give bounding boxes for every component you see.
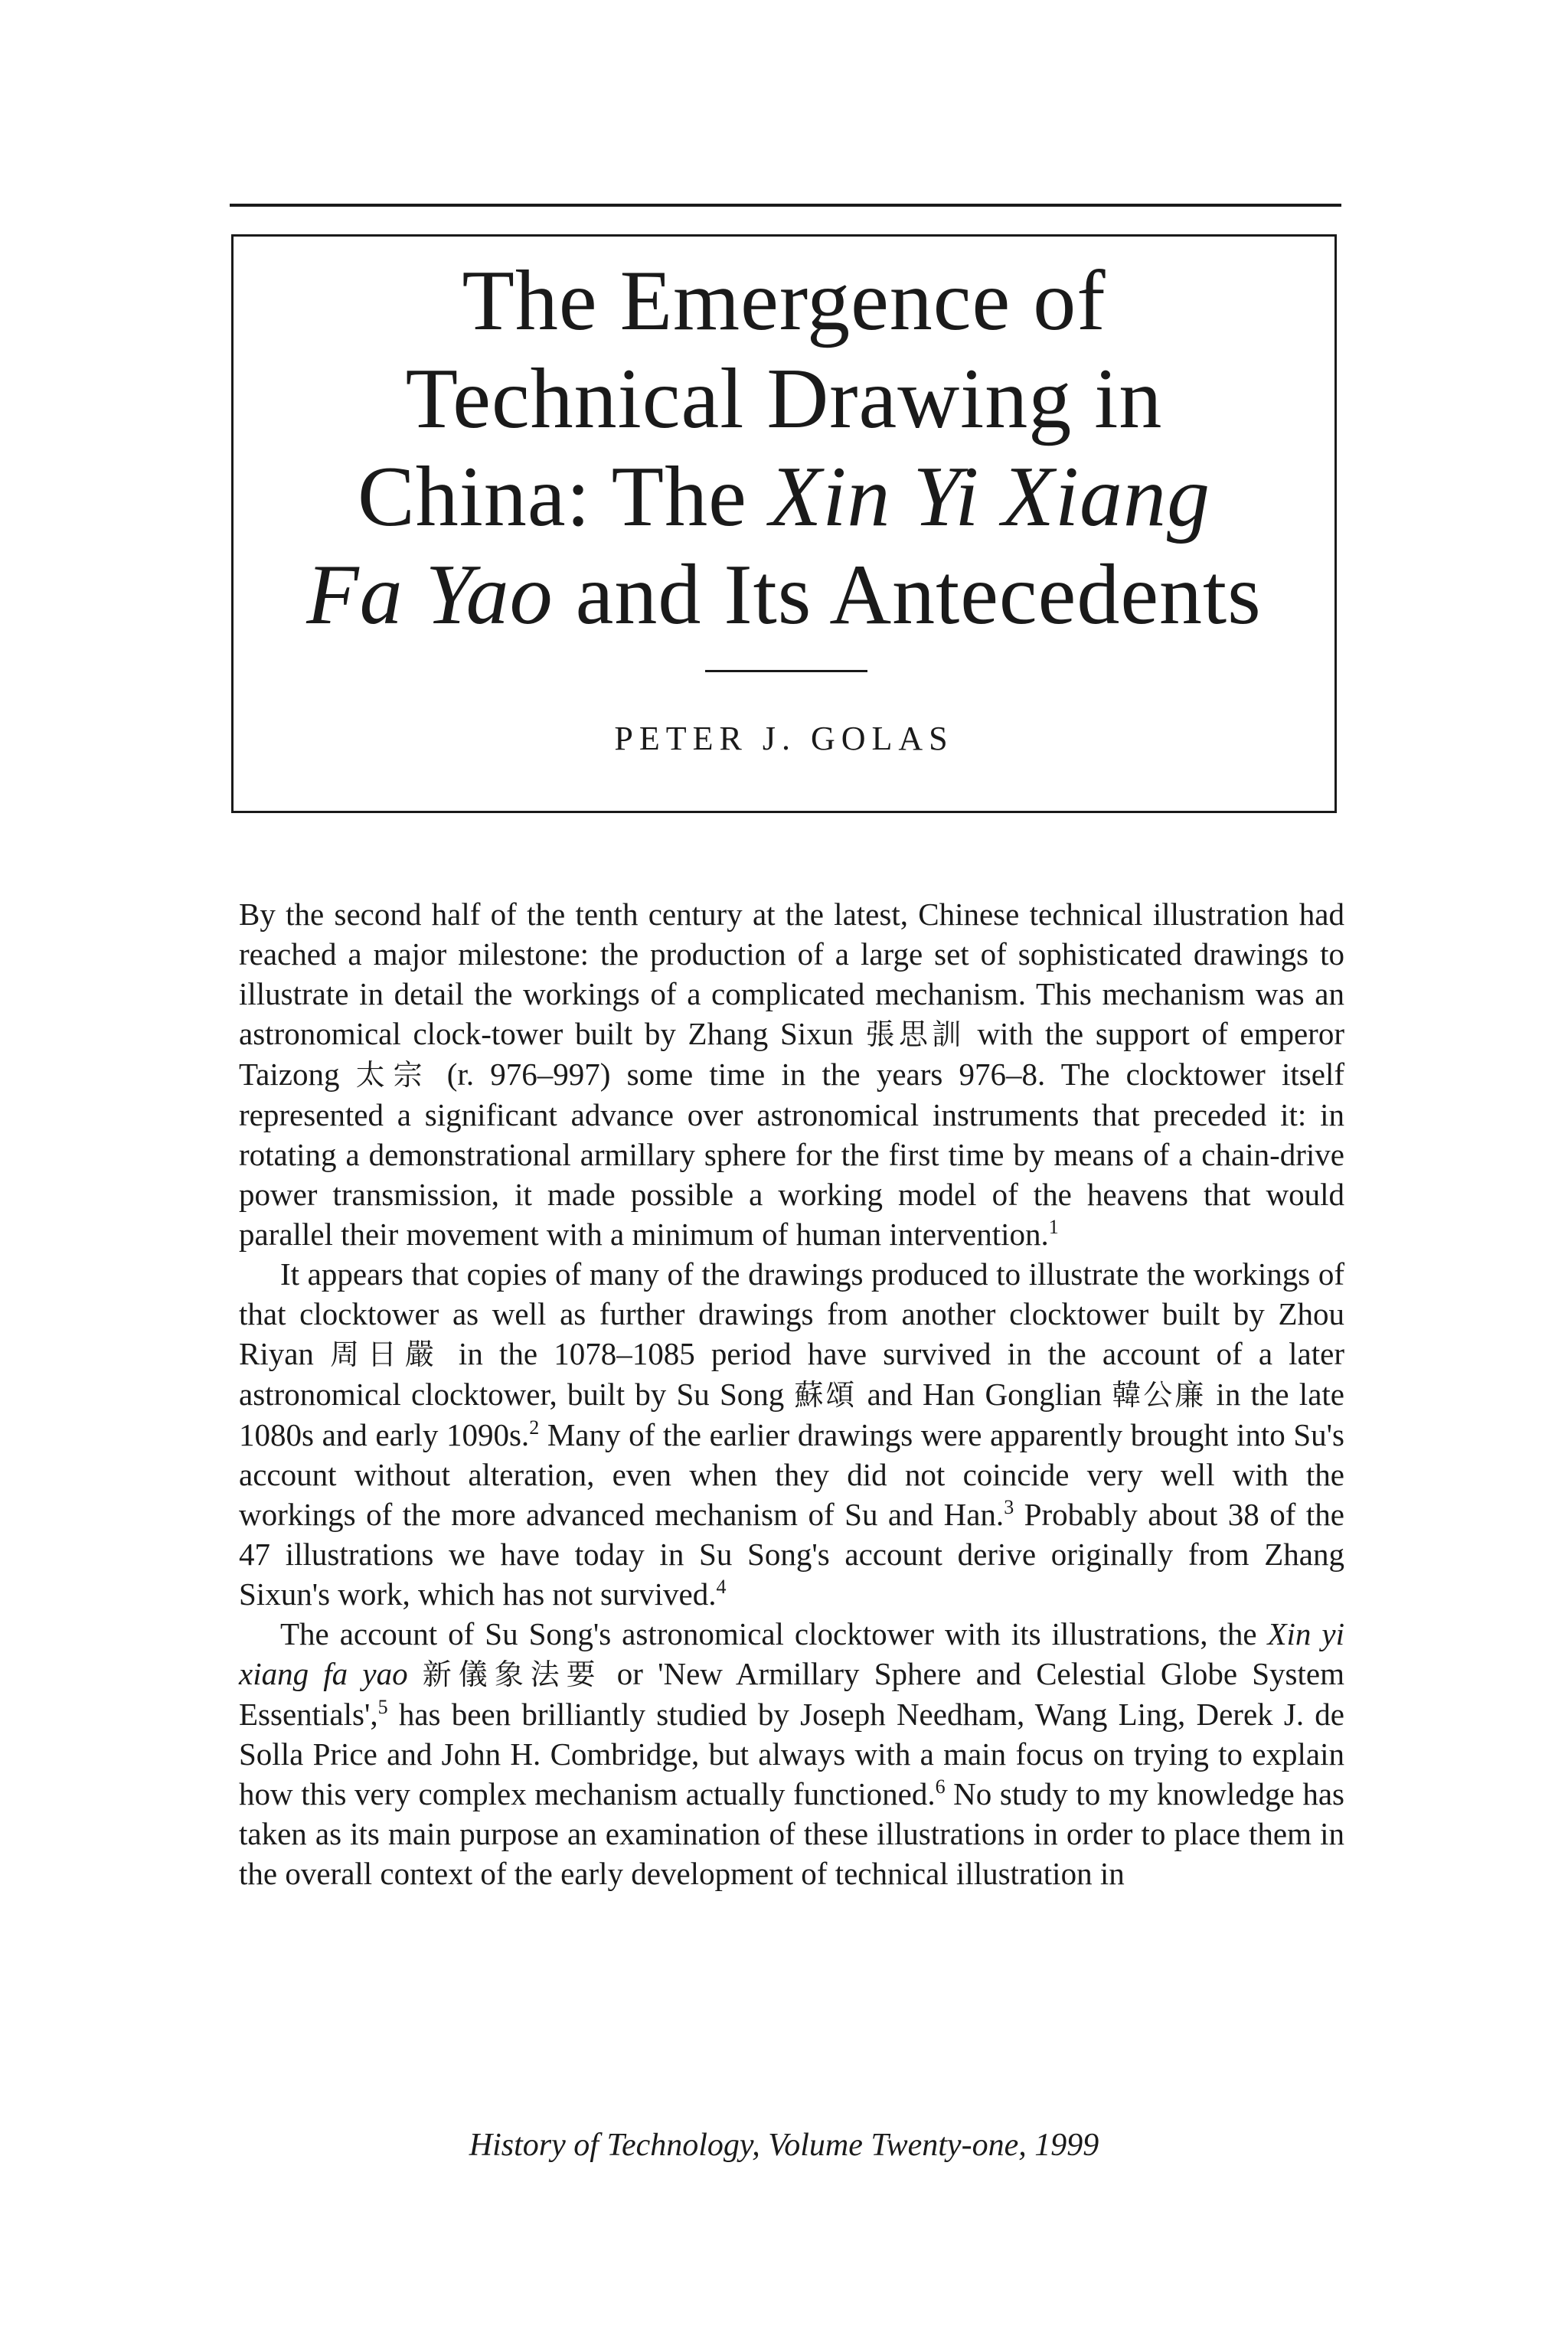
title-divider xyxy=(705,670,867,672)
article-title xyxy=(234,252,1334,644)
p1-chinese-zhang-sixun: 張思訓 xyxy=(865,1018,965,1051)
p2-text-d: in the late 1080s and early 1090s. xyxy=(239,1377,1344,1452)
p2-chinese-zhou-riyan: 周日嚴 xyxy=(330,1338,443,1371)
p1-text-a: By the second half of the tenth century at the latest, Chinese technical illustration had reached a major milestone: the production of a large set of sophisticated drawings to illustrate in detail the workings of a complicated mechanism. This mechanism was an astronomical clock-tower built by Zhang Sixun xyxy=(239,897,1344,1051)
p2-text-f: Probably about 38 of the 47 illustrations we have today in Su Song's account derive originally from Zhang Sixun's work, which has not survived. xyxy=(239,1497,1344,1612)
p3-chinese-xin-yi-xiang-fa-yao: 新儀象法要 xyxy=(422,1658,603,1691)
p2-chinese-han-gonglian: 韓公廉 xyxy=(1112,1378,1207,1412)
p1-chinese-taizong: 太宗 xyxy=(355,1058,431,1092)
p2-text-a: It appears that copies of many of the drawings produced to illustrate the workings of that clocktower as well as further drawings from another clocktower built by Zhou Riyan xyxy=(239,1256,1344,1371)
p3-text-c: has been brilliantly studied by Joseph Needham, Wang Ling, Derek J. de Solla Price and John H. Combridge, but always with a main focus on trying to explain how this very complex mechanism actually functioned. xyxy=(239,1697,1344,1811)
journal-footer: History of Technology, Volume Twenty-one, 1999 xyxy=(469,2128,1099,2163)
title-line-4-suffix: and Its Antecedents xyxy=(553,547,1262,642)
title-line-4 xyxy=(234,546,1334,644)
title-line-3-prefix: China: The xyxy=(358,449,769,544)
paragraph-1 xyxy=(239,894,1344,1254)
footnote-ref-1: 1 xyxy=(1048,1216,1059,1238)
p2-text-e: Many of the earlier drawings were apparently brought into Su's account without alteration, even when they did not coincide very well with the workings of the more advanced mechanism of Su and Han. xyxy=(239,1417,1344,1532)
title-line-3-italic: Xin Yi Xiang xyxy=(769,449,1210,544)
p1-text-b: with the support of emperor Taizong xyxy=(239,1016,1344,1092)
title-line-3 xyxy=(234,448,1334,546)
p1-text-c: (r. 976–997) some time in the years 976–8. The clocktower itself represented a significant advance over astronomical instruments that preceded it: in rotating a demonstrational armillary sphere for the first time by means of a chain-drive power transmission, it made possible a working model of the heavens that would parallel their movement with a minimum of human intervention. xyxy=(239,1057,1344,1252)
top-rule xyxy=(230,204,1341,207)
title-box xyxy=(231,234,1337,813)
paragraph-2 xyxy=(239,1254,1344,1614)
p2-text-c: and Han Gonglian xyxy=(857,1377,1112,1412)
title-line-2: Technical Drawing in xyxy=(405,351,1163,446)
author-name: PETER J. GOLAS xyxy=(614,720,954,757)
p2-chinese-su-song: 蘇頌 xyxy=(794,1378,858,1412)
paragraph-3 xyxy=(239,1614,1344,1893)
p2-text-b: in the 1078–1085 period have survived in the account of a later astronomical clocktower, built by Su Song xyxy=(239,1336,1344,1412)
footnote-ref-4: 4 xyxy=(716,1576,727,1598)
p3-text-b: or 'New Armillary Sphere and Celestial Globe System Essentials', xyxy=(239,1656,1344,1732)
title-line-4-italic: Fa Yao xyxy=(306,547,554,642)
p3-italic-title: Xin yi xiang fa yao xyxy=(239,1616,1344,1691)
title-line-1: The Emergence of xyxy=(462,253,1106,348)
p3-text-a: The account of Su Song's astronomical clocktower with its illustrations, the xyxy=(280,1616,1268,1651)
p3-text-d: No study to my knowledge has taken as its main purpose an examination of these illustrations in order to place them in the overall context of the early development of technical illustration in xyxy=(239,1776,1344,1891)
article-body xyxy=(239,894,1344,1893)
footnote-ref-6: 6 xyxy=(935,1775,946,1798)
footnote-ref-5: 5 xyxy=(377,1696,388,1718)
footnote-ref-2: 2 xyxy=(529,1416,540,1439)
footnote-ref-3: 3 xyxy=(1004,1496,1014,1518)
